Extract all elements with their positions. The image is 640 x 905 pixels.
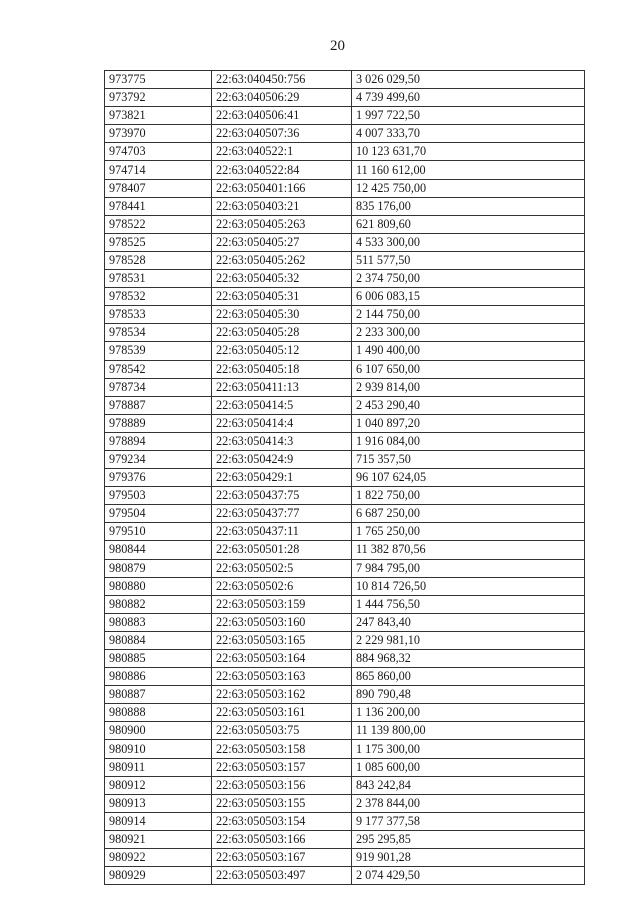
table-row [105,469,585,487]
record-id-cell: 980844 [105,541,212,559]
cadastral-value-cell: 1 916 084,00 [352,432,585,450]
table-row [105,577,585,595]
cadastral-value-cell: 6 107 650,00 [352,360,585,378]
cadastral-value-cell: 511 577,50 [352,251,585,269]
record-id-cell: 980910 [105,740,212,758]
cadastral-number-cell: 22:63:050503:156 [212,776,352,794]
record-id-cell: 980900 [105,722,212,740]
table-row [105,161,585,179]
record-id-cell: 978531 [105,270,212,288]
record-id-cell: 974714 [105,161,212,179]
cadastral-value-cell: 919 901,28 [352,849,585,867]
record-id-cell: 978887 [105,396,212,414]
cadastral-number-cell: 22:63:050503:158 [212,740,352,758]
cadastral-value-cell: 884 968,32 [352,650,585,668]
record-id-cell: 980929 [105,867,212,885]
record-id-cell: 978407 [105,179,212,197]
page-number: 20 [330,38,345,54]
cadastral-value-cell: 1 822 750,00 [352,487,585,505]
table-row [105,233,585,251]
record-id-cell: 979504 [105,505,212,523]
cadastral-value-cell: 843 242,84 [352,776,585,794]
record-id-cell: 980914 [105,812,212,830]
table-row [105,686,585,704]
table-row [105,523,585,541]
cadastral-number-cell: 22:63:050502:6 [212,577,352,595]
table-row [105,432,585,450]
cadastral-number-cell: 22:63:050503:75 [212,722,352,740]
cadastral-value-cell: 7 984 795,00 [352,559,585,577]
cadastral-value-cell: 2 378 844,00 [352,794,585,812]
cadastral-number-cell: 22:63:050405:263 [212,215,352,233]
record-id-cell: 978525 [105,233,212,251]
table-row [105,342,585,360]
cadastral-value-cell: 2 144 750,00 [352,306,585,324]
cadastral-number-cell: 22:63:040522:1 [212,143,352,161]
table-row [105,197,585,215]
table-row [105,849,585,867]
table-row [105,450,585,468]
table-body [105,71,585,885]
cadastral-value-cell: 3 026 029,50 [352,71,585,89]
table-row [105,179,585,197]
record-id-cell: 978522 [105,215,212,233]
cadastral-number-cell: 22:63:050437:11 [212,523,352,541]
cadastral-value-cell: 6 687 250,00 [352,505,585,523]
cadastral-number-cell: 22:63:040522:84 [212,161,352,179]
cadastral-value-cell: 2 229 981,10 [352,631,585,649]
table-row [105,71,585,89]
record-id-cell: 978734 [105,378,212,396]
cadastral-value-cell: 11 382 870,56 [352,541,585,559]
cadastral-value-cell: 96 107 624,05 [352,469,585,487]
record-id-cell: 980879 [105,559,212,577]
table-row [105,487,585,505]
table-row [105,776,585,794]
table-row [105,215,585,233]
table-row [105,758,585,776]
table-row [105,414,585,432]
cadastral-number-cell: 22:63:050429:1 [212,469,352,487]
cadastral-number-cell: 22:63:050405:18 [212,360,352,378]
cadastral-value-cell: 10 814 726,50 [352,577,585,595]
record-id-cell: 980888 [105,704,212,722]
cadastral-number-cell: 22:63:050503:155 [212,794,352,812]
cadastral-number-cell: 22:63:050414:4 [212,414,352,432]
table-row [105,740,585,758]
cadastral-number-cell: 22:63:050405:12 [212,342,352,360]
cadastral-number-cell: 22:63:050405:28 [212,324,352,342]
cadastral-value-cell: 1 085 600,00 [352,758,585,776]
record-id-cell: 980882 [105,595,212,613]
record-id-cell: 980885 [105,650,212,668]
record-id-cell: 973970 [105,125,212,143]
cadastral-value-cell: 890 790,48 [352,686,585,704]
cadastral-value-cell: 4 533 300,00 [352,233,585,251]
cadastral-number-cell: 22:63:040507:36 [212,125,352,143]
cadastral-number-cell: 22:63:050403:21 [212,197,352,215]
cadastral-number-cell: 22:63:040506:41 [212,107,352,125]
record-id-cell: 980884 [105,631,212,649]
table-row [105,306,585,324]
cadastral-number-cell: 22:63:050503:497 [212,867,352,885]
record-id-cell: 973792 [105,89,212,107]
table-row [105,125,585,143]
cadastral-number-cell: 22:63:050414:5 [212,396,352,414]
record-id-cell: 980886 [105,668,212,686]
cadastral-number-cell: 22:63:050424:9 [212,450,352,468]
cadastral-number-cell: 22:63:040506:29 [212,89,352,107]
record-id-cell: 980911 [105,758,212,776]
cadastral-value-cell: 1 175 300,00 [352,740,585,758]
cadastral-number-cell: 22:63:050503:160 [212,613,352,631]
cadastral-number-cell: 22:63:050405:30 [212,306,352,324]
record-id-cell: 979376 [105,469,212,487]
cadastral-number-cell: 22:63:050503:167 [212,849,352,867]
record-id-cell: 978534 [105,324,212,342]
table-row [105,867,585,885]
table-row [105,631,585,649]
cadastral-value-table [104,70,585,885]
cadastral-number-cell: 22:63:050503:159 [212,595,352,613]
cadastral-value-cell: 10 123 631,70 [352,143,585,161]
cadastral-value-cell: 1 136 200,00 [352,704,585,722]
table-row [105,378,585,396]
cadastral-number-cell: 22:63:050437:77 [212,505,352,523]
table-row [105,812,585,830]
cadastral-number-cell: 22:63:050405:32 [212,270,352,288]
record-id-cell: 978889 [105,414,212,432]
record-id-cell: 973821 [105,107,212,125]
record-id-cell: 980913 [105,794,212,812]
cadastral-number-cell: 22:63:050503:166 [212,830,352,848]
cadastral-value-cell: 1 490 400,00 [352,342,585,360]
table-row [105,613,585,631]
record-id-cell: 979503 [105,487,212,505]
record-id-cell: 979510 [105,523,212,541]
record-id-cell: 980883 [105,613,212,631]
table-row [105,360,585,378]
record-id-cell: 974703 [105,143,212,161]
record-id-cell: 980922 [105,849,212,867]
record-id-cell: 979234 [105,450,212,468]
table-row [105,541,585,559]
cadastral-value-cell: 11 139 800,00 [352,722,585,740]
record-id-cell: 978528 [105,251,212,269]
cadastral-number-cell: 22:63:050501:28 [212,541,352,559]
record-id-cell: 980887 [105,686,212,704]
cadastral-value-cell: 2 074 429,50 [352,867,585,885]
cadastral-number-cell: 22:63:050503:157 [212,758,352,776]
table-row [105,324,585,342]
table-row [105,251,585,269]
cadastral-number-cell: 22:63:050502:5 [212,559,352,577]
cadastral-value-cell: 715 357,50 [352,450,585,468]
cadastral-number-cell: 22:63:050401:166 [212,179,352,197]
cadastral-number-cell: 22:63:050405:27 [212,233,352,251]
record-id-cell: 980880 [105,577,212,595]
cadastral-value-cell: 2 374 750,00 [352,270,585,288]
record-id-cell: 978532 [105,288,212,306]
record-id-cell: 980912 [105,776,212,794]
cadastral-value-cell: 865 860,00 [352,668,585,686]
record-id-cell: 978894 [105,432,212,450]
record-id-cell: 978539 [105,342,212,360]
cadastral-number-cell: 22:63:050437:75 [212,487,352,505]
cadastral-value-cell: 621 809,60 [352,215,585,233]
cadastral-value-cell: 1 997 722,50 [352,107,585,125]
table-row [105,143,585,161]
cadastral-number-cell: 22:63:040450:756 [212,71,352,89]
cadastral-number-cell: 22:63:050503:161 [212,704,352,722]
table-row [105,107,585,125]
cadastral-number-cell: 22:63:050405:262 [212,251,352,269]
cadastral-number-cell: 22:63:050414:3 [212,432,352,450]
cadastral-value-cell: 4 739 499,60 [352,89,585,107]
table-row [105,830,585,848]
cadastral-value-cell: 295 295,85 [352,830,585,848]
cadastral-value-cell: 2 233 300,00 [352,324,585,342]
cadastral-number-cell: 22:63:050503:154 [212,812,352,830]
record-id-cell: 973775 [105,71,212,89]
cadastral-value-cell: 9 177 377,58 [352,812,585,830]
table-row [105,704,585,722]
cadastral-value-cell: 12 425 750,00 [352,179,585,197]
cadastral-value-cell: 835 176,00 [352,197,585,215]
record-id-cell: 978441 [105,197,212,215]
table-row [105,270,585,288]
table-row [105,559,585,577]
record-id-cell: 980921 [105,830,212,848]
cadastral-value-cell: 6 006 083,15 [352,288,585,306]
cadastral-value-cell: 1 040 897,20 [352,414,585,432]
cadastral-number-cell: 22:63:050405:31 [212,288,352,306]
table-row [105,650,585,668]
cadastral-number-cell: 22:63:050503:162 [212,686,352,704]
table-row [105,505,585,523]
cadastral-value-cell: 4 007 333,70 [352,125,585,143]
table-row [105,89,585,107]
table-row [105,595,585,613]
cadastral-number-cell: 22:63:050503:164 [212,650,352,668]
cadastral-value-cell: 2 939 814,00 [352,378,585,396]
cadastral-value-cell: 1 765 250,00 [352,523,585,541]
cadastral-number-cell: 22:63:050503:163 [212,668,352,686]
record-id-cell: 978533 [105,306,212,324]
cadastral-number-cell: 22:63:050503:165 [212,631,352,649]
table-row [105,668,585,686]
cadastral-value-cell: 1 444 756,50 [352,595,585,613]
table-row [105,794,585,812]
table-row [105,722,585,740]
cadastral-value-cell: 247 843,40 [352,613,585,631]
table-row [105,396,585,414]
table-row [105,288,585,306]
cadastral-value-cell: 2 453 290,40 [352,396,585,414]
record-id-cell: 978542 [105,360,212,378]
cadastral-number-cell: 22:63:050411:13 [212,378,352,396]
cadastral-value-cell: 11 160 612,00 [352,161,585,179]
